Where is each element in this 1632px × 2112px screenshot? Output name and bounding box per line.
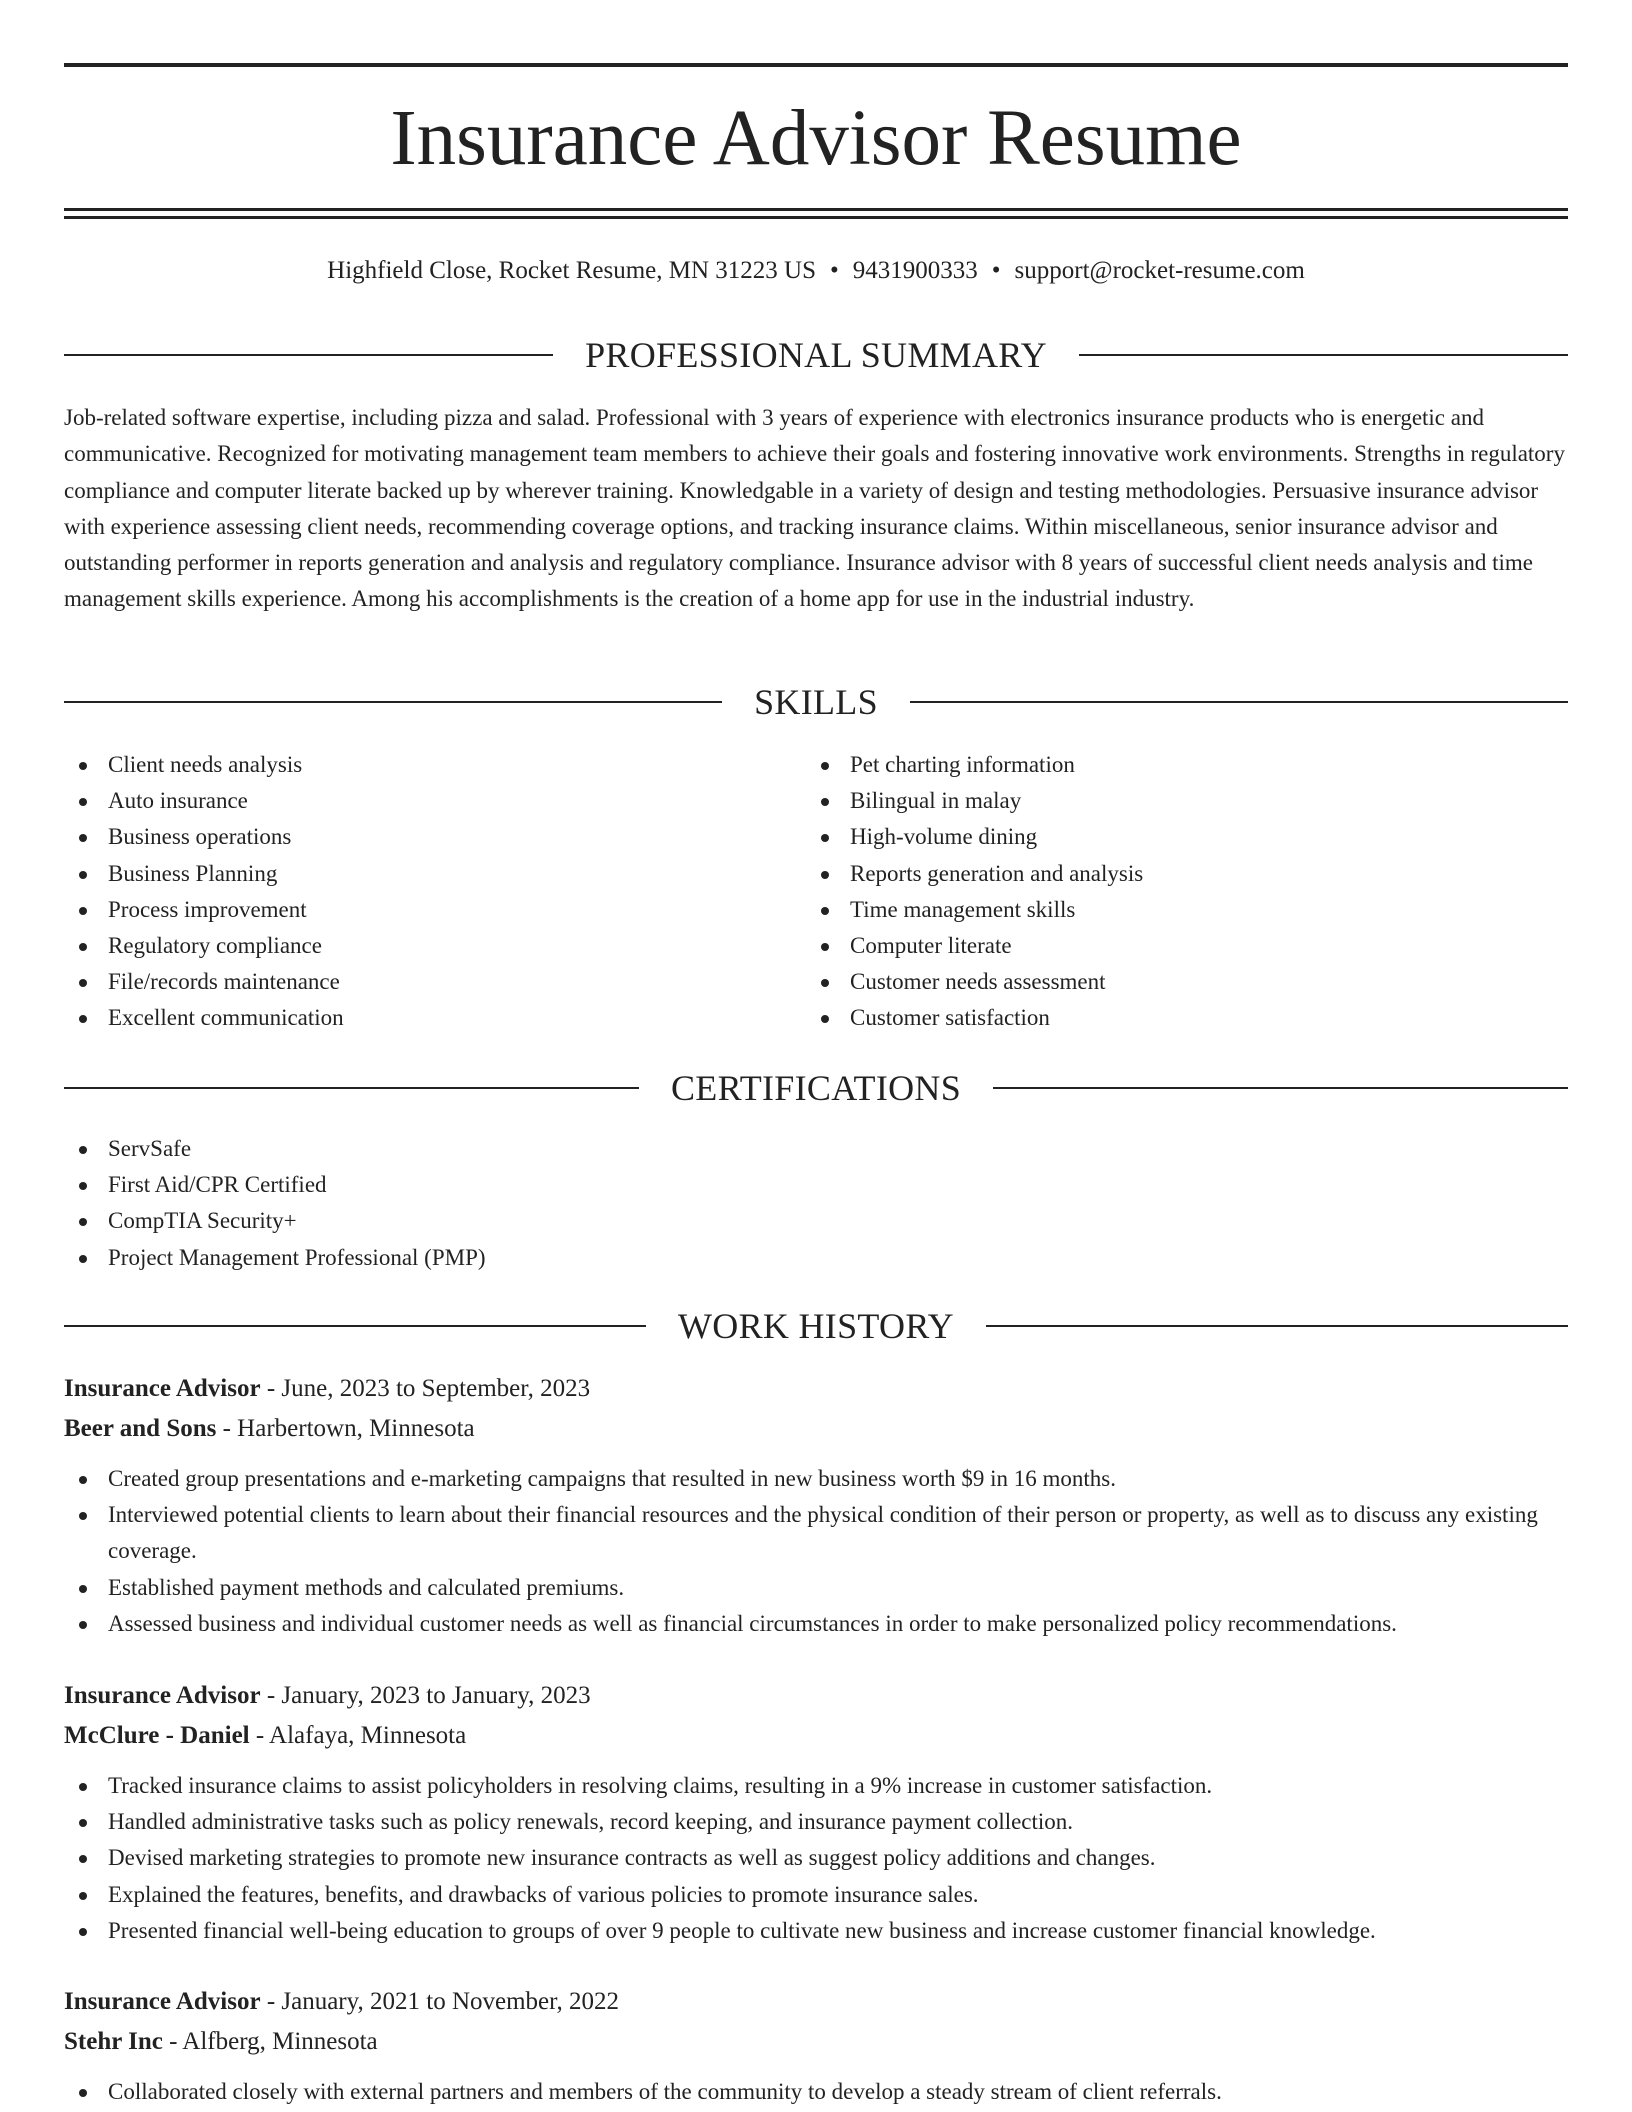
job-entry	[64, 1982, 1568, 2110]
job-title-line	[64, 1982, 1568, 2022]
job-entry	[64, 1676, 1568, 1949]
job-bullet: Devised marketing strategies to promote new insurance contracts as well as suggest policy additions and changes.	[64, 1840, 1568, 1876]
job-bullets	[64, 2074, 1568, 2110]
heading-rule-right	[910, 701, 1568, 703]
contact-email: support@rocket-resume.com	[1014, 257, 1305, 284]
skill-item: Time management skills	[806, 892, 1568, 928]
job-bullet: Created group presentations and e-marketing campaigns that resulted in new business worth $9 in 16 months.	[64, 1461, 1568, 1497]
certification-item: CompTIA Security+	[64, 1203, 1568, 1239]
job-company-line	[64, 1409, 1568, 1449]
job-bullet: Assessed business and individual customer needs as well as financial circumstances in order to make personalized policy recommendations.	[64, 1606, 1568, 1642]
skill-item: File/records maintenance	[64, 964, 764, 1000]
heading-rule-left	[64, 354, 553, 356]
job-bullet: Explained the features, benefits, and drawbacks of various policies to promote insurance sales.	[64, 1877, 1568, 1913]
section-title: PROFESSIONAL SUMMARY	[585, 335, 1047, 375]
job-location: - Alafaya, Minnesota	[249, 1722, 467, 1749]
certification-item: First Aid/CPR Certified	[64, 1167, 1568, 1203]
contact-address: Highfield Close, Rocket Resume, MN 31223 US	[327, 257, 817, 284]
contact-phone: 9431900333	[852, 257, 978, 284]
skill-item: Customer needs assessment	[806, 964, 1568, 1000]
skill-item: Pet charting information	[806, 747, 1568, 783]
section-title: WORK HISTORY	[678, 1306, 954, 1346]
summary-paragraph: Job-related software expertise, including pizza and salad. Professional with 3 years of experience with electronics insurance products who is energetic and communicative. Recognized for motivating management team members to achieve their goals and fostering innovative work environments. Strengths in regulatory compliance and computer literate backed up by wherever training. Knowledgable in a variety of design and testing methodologies. Persuasive insurance advisor with experience assessing client needs, recommending coverage options, and tracking insurance claims. Within miscellaneous, senior insurance advisor and outstanding performer in reports generation and analysis and regulatory compliance. Insurance advisor with 8 years of successful client needs analysis and time management skills experience. Among his accomplishments is the creation of a home app for use in the industrial industry.	[64, 405, 1565, 612]
header-top-rule	[64, 63, 1568, 67]
skill-item: Computer literate	[806, 928, 1568, 964]
job-title: Insurance Advisor	[64, 1682, 261, 1709]
job-company: Stehr Inc	[64, 2028, 163, 2055]
job-bullet: Interviewed potential clients to learn about their financial resources and the physical condition of their person or property, as well as to discuss any existing coverage.	[64, 1497, 1568, 1569]
resume-title: Insurance Advisor Resume	[390, 95, 1242, 182]
job-bullet: Collaborated closely with external partners and members of the community to develop a steady stream of client referrals.	[64, 2074, 1568, 2110]
heading-rule-left	[64, 701, 722, 703]
job-title: Insurance Advisor	[64, 1375, 261, 1402]
contact-separator: •	[991, 257, 1001, 284]
job-title-line	[64, 1369, 1568, 1409]
job-company: McClure - Daniel	[64, 1722, 250, 1749]
job-company-line	[64, 2022, 1568, 2062]
skill-item: Bilingual in malay	[806, 783, 1568, 819]
heading-rule-right	[1079, 354, 1568, 356]
skill-item: Client needs analysis	[64, 747, 764, 783]
certification-item: Project Management Professional (PMP)	[64, 1240, 1568, 1276]
section-title: SKILLS	[754, 682, 878, 722]
heading-rule-left	[64, 1087, 639, 1089]
skill-item: Process improvement	[64, 892, 764, 928]
skill-item: Excellent communication	[64, 1000, 764, 1036]
job-bullet: Tracked insurance claims to assist policyholders in resolving claims, resulting in a 9% increase in customer satisfaction.	[64, 1768, 1568, 1804]
job-bullets	[64, 1768, 1568, 1949]
skill-item: Reports generation and analysis	[806, 856, 1568, 892]
job-title: Insurance Advisor	[64, 1988, 261, 2015]
job-dates: - June, 2023 to September, 2023	[260, 1375, 591, 1402]
header-double-rule-lower	[64, 216, 1568, 219]
section-heading-certifications	[64, 1066, 1568, 1110]
skill-item: Business operations	[64, 819, 764, 855]
job-dates: - January, 2021 to November, 2022	[260, 1988, 619, 2015]
job-location: - Harbertown, Minnesota	[216, 1415, 475, 1442]
job-company-line	[64, 1716, 1568, 1756]
job-bullet: Presented financial well-being education to groups of over 9 people to cultivate new business and increase customer financial knowledge.	[64, 1913, 1568, 1949]
job-bullet: Handled administrative tasks such as policy renewals, record keeping, and insurance payment collection.	[64, 1804, 1568, 1840]
section-heading-summary	[64, 333, 1568, 377]
contact-separator: •	[830, 257, 839, 284]
job-company: Beer and Sons	[64, 1415, 217, 1442]
section-title: CERTIFICATIONS	[670, 1068, 962, 1108]
heading-rule-right	[993, 1087, 1568, 1089]
skill-item: Auto insurance	[64, 783, 764, 819]
certification-item: ServSafe	[64, 1131, 1568, 1167]
skill-item: Regulatory compliance	[64, 928, 764, 964]
job-location: - Alfberg, Minnesota	[162, 2028, 378, 2055]
section-heading-work-history	[64, 1304, 1568, 1348]
section-heading-skills	[64, 680, 1568, 724]
skills-list-right	[806, 747, 1568, 1037]
job-dates: - January, 2023 to January, 2023	[260, 1682, 591, 1709]
skill-item: Business Planning	[64, 856, 764, 892]
job-entry	[64, 1369, 1568, 1642]
skill-item: High-volume dining	[806, 819, 1568, 855]
header-double-rule-upper	[64, 208, 1568, 211]
heading-rule-left	[64, 1325, 646, 1327]
skills-list-left	[64, 747, 764, 1037]
skill-item: Customer satisfaction	[806, 1000, 1568, 1036]
heading-rule-right	[986, 1325, 1568, 1327]
job-bullet: Established payment methods and calculated premiums.	[64, 1570, 1568, 1606]
certifications-list	[64, 1131, 1568, 1276]
contact-line	[64, 253, 1568, 289]
job-title-line	[64, 1676, 1568, 1716]
job-bullets	[64, 1461, 1568, 1642]
